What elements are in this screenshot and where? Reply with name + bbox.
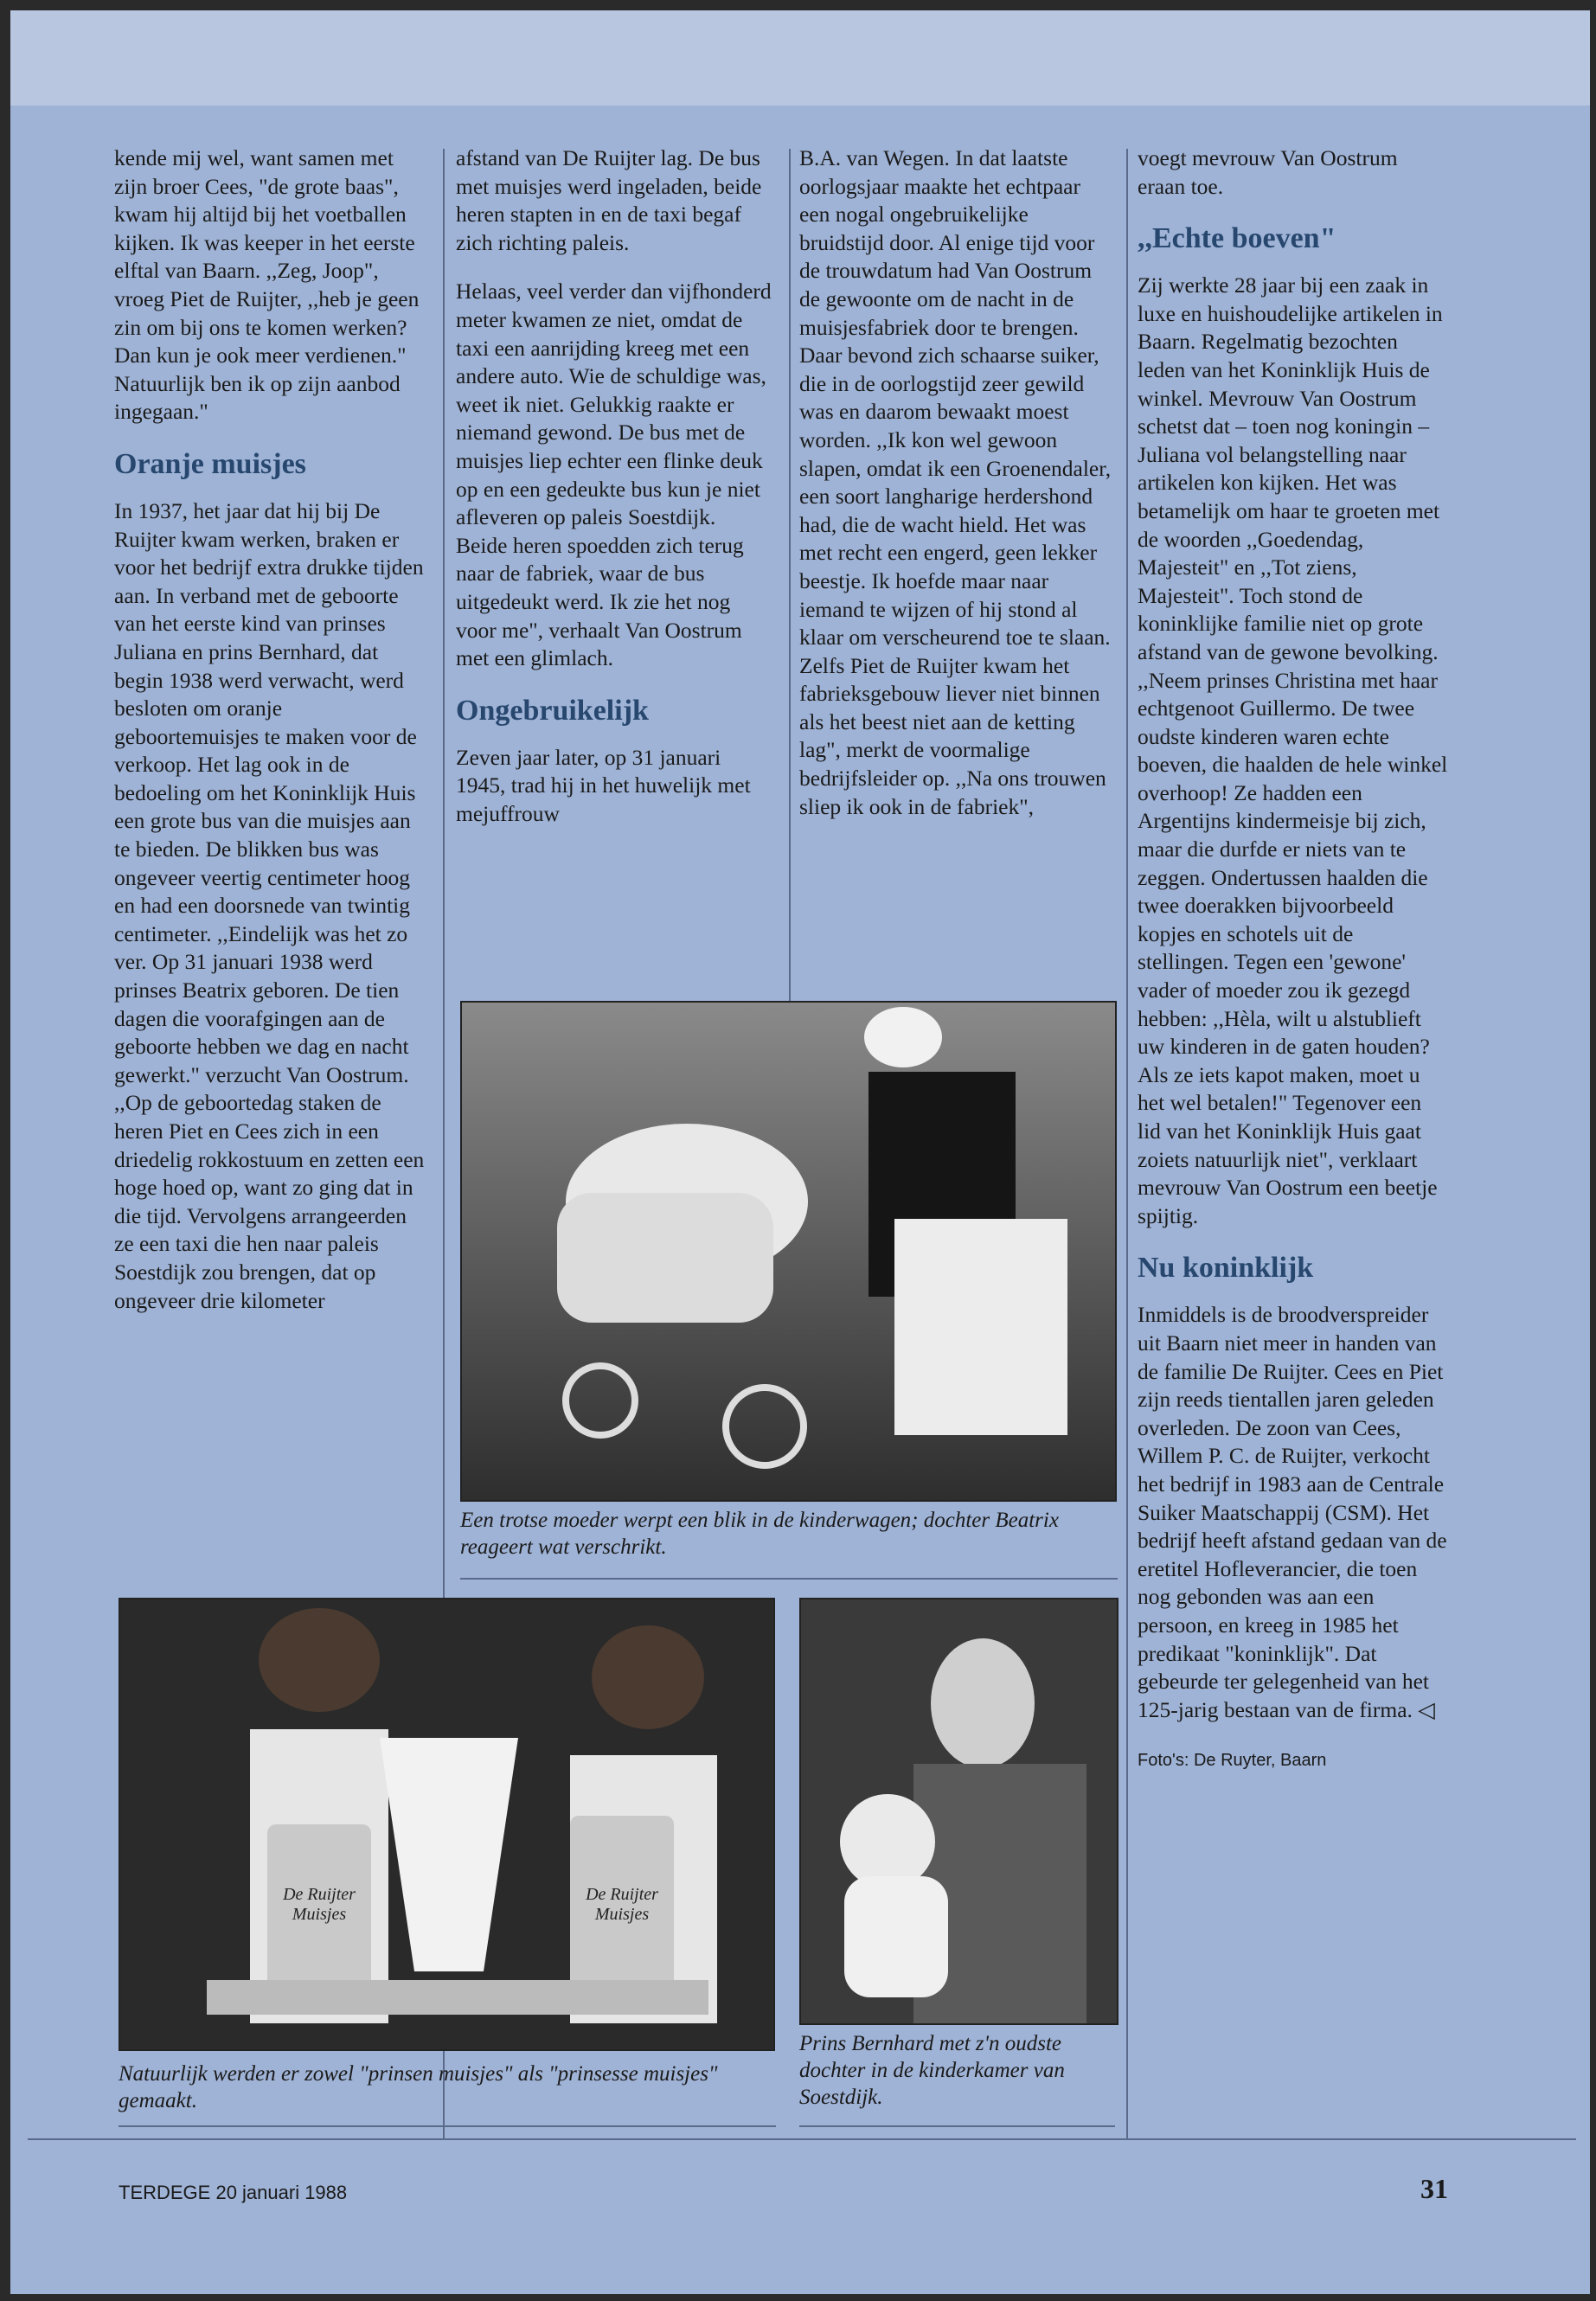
section-heading: Ongebruikelijk	[456, 694, 649, 727]
column-divider	[1126, 149, 1128, 2138]
pram-photo	[460, 1001, 1117, 1502]
paragraph: Zij werkte 28 jaar bij een zaak in luxe en huishoudelijke artikelen in Baarn. Regelmatig bezochten leden van het Koninklijk Huis de winkel. Mevrouw Van Oostrum schetst dat – toen nog koningin – Juliana vol belangstelling naar artikelen kon kijken. Het was betamelijk om haar te groeten met de woorden ,,Goedendag, Majesteit" en ,,Tot ziens, Majesteit". Toch stond de koninklijke familie niet op grote afstand van de gewone bevolking. ,,Neem prinses Christina met haar echtgenoot Guillermo. De twee oudste kinderen waren echte boeven, die haalden de hele winkel overhoop! Ze hadden een Argentijns kindermeisje bij zich, maar die durfde er niets van te zeggen. Ondertussen haalden die twee doerakken bijvoorbeeld kopjes en schotels uit de stellingen. Tegen een 'gewone' vader of moeder zou ik gezegd hebben: ,,Hèla, wilt u alstublieft uw kinderen in de gaten houden? Als ze iets kapot maken, moet u het wel betalen!" Tegenover een lid van het Koninklijk Huis gaat zoiets natuurlijk niet", verklaart mevrouw Van Oostrum een beetje spijtig.	[1138, 272, 1448, 1228]
section-heading: Nu koninklijk	[1138, 1252, 1314, 1285]
paragraph: In 1937, het jaar dat hij bij De Ruijter kwam werken, braken er voor het bedrijf extra drukke tijden aan. In verband met de geboorte van het eerste kind van prinses Juliana en prins Bernhard, dat begin 1938 werd verwacht, werd besloten om oranje geboortemuisjes te maken voor de verkoop. Het lag ook in de bedoeling om het Koninklijk Huis een grote bus van die muisjes aan te bieden. De blikken bus was ongeveer veertig centimeter hoog en had een doorsnede van twintig centimeter. ,,Eindelijk was het zo ver. Op 31 januari 1938 werd prinses Beatrix geboren. De tien dagen die voorafgingen aan de geboorte hebben we dag en nacht gewerkt." verzucht Van Oostrum. ,,Op de geboortedag staken de heren Piet en Cees zich in een driedelig rokkostuum en zetten een hoge hoed op, want zo ging dat in die tijd. Vervolgens arrangeerden ze een taxi die hen naar paleis Soestdijk zou brengen, dat op ongeveer drie kilometer	[114, 497, 425, 1313]
paragraph: afstand van De Ruijter lag. De bus met muisjes werd ingeladen, beide heren stapten in en de taxi begaf zich richting paleis.	[456, 145, 762, 255]
caption-rule	[460, 1578, 1118, 1580]
top-margin	[10, 10, 1590, 106]
pram-illustration	[462, 1003, 1115, 1500]
workers-caption: Natuurlijk werden er zowel "prinsen muisjes" als "prinsesse muisjes" gemaakt.	[119, 2062, 718, 2112]
footer-rule	[28, 2138, 1576, 2140]
column-4	[1138, 144, 1449, 1775]
caption-rule	[799, 2125, 1115, 2127]
workers-photo	[119, 1598, 775, 2051]
magazine-page	[10, 10, 1590, 2294]
bernhard-illustration	[801, 1599, 1117, 2023]
paragraph: Inmiddels is de broodverspreider uit Baarn niet meer in handen van de familie De Ruijter. Cees en Piet zijn reeds tientallen jaren geleden overleden. De zoon van Cees, Willem P. C. de Ruijter, verkocht het bedrijf in 1983 aan de Centrale Suiker Maatschappij (CSM). Het bedrijf heeft afstand gedaan van de eretitel Hofleverancier, die toen nog gebonden was aan een persoon, en kreeg in 1985 het predikaat "koninklijk". Dat gebeurde ter gelegenheid van het 125-jarig bestaan van de firma. ◁	[1138, 1302, 1447, 1722]
section-heading: ,,Echte boeven"	[1138, 222, 1336, 255]
caption-rule	[119, 2125, 776, 2127]
workers-illustration	[120, 1599, 773, 2049]
can-label: De Ruijter Muisjes	[283, 1885, 356, 1924]
paragraph: B.A. van Wegen. In dat laatste oorlogsjaar maakte het echtpaar een nogal ongebruikelijke bruidstijd door. Al enige tijd voor de trouwdatum had Van Oostrum de gewoonte om de nacht in de muisjesfabriek door te brengen. Daar bevond zich schaarse suiker, die in de oorlogstijd zeer gewild was en daarom bewaakt moest worden. ,,Ik kon wel gewoon slapen, omdat ik een Groenendaler, een soort langharige herdershond had, die de wacht hield. Het was met recht een engerd, geen lekker beestje. Ik hoefde maar naar iemand te wijzen of hij stond al klaar om verscheurend toe te slaan. Zelfs Piet de Ruijter kwam het fabrieksgebouw liever niet binnen als het beest niet aan de ketting lag", merkt de voormalige bedrijfsleider op. ,,Na ons trouwen sliep ik ook in de fabriek",	[799, 145, 1112, 819]
column-2	[456, 144, 772, 828]
paragraph: Helaas, veel verder dan vijfhonderd meter kwamen ze niet, omdat de taxi een aanrijding kreeg met een andere auto. Wie de schuldige was, weet ik niet. Gelukkig raakte er niemand gewond. De bus met de muisjes liep echter een flinke deuk op en een gedeukte bus kun je niet afleveren op paleis Soestdijk. Beide heren spoedden zich terug naar de fabriek, waar de bus uitgedeukt werd. Ik zie het nog voor me", verhaalt Van Oostrum met een glimlach.	[456, 279, 772, 671]
pram-caption: Een trotse moeder werpt een blik in de kinderwagen; dochter Beatrix reageert wat verschrikt.	[460, 1509, 1059, 1559]
page-number: 31	[1420, 2173, 1448, 2204]
paragraph: voegt mevrouw Van Oostrum eraan toe.	[1138, 145, 1398, 199]
photo-credit: Foto's: De Ruyter, Baarn	[1138, 1751, 1327, 1771]
column-divider	[789, 149, 791, 1005]
bernhard-caption: Prins Bernhard met z'n oudste dochter in de kinderkamer van Soestdijk.	[799, 2032, 1065, 2109]
section-heading: Oranje muisjes	[114, 447, 306, 480]
column-1	[114, 144, 426, 1315]
issue-info: TERDEGE 20 januari 1988	[119, 2182, 348, 2203]
can-label: De Ruijter Muisjes	[586, 1885, 658, 1924]
paragraph: Zeven jaar later, op 31 januari 1945, trad hij in het huwelijk met mejuffrouw	[456, 744, 751, 826]
column-3	[799, 144, 1112, 821]
bernhard-photo	[799, 1598, 1118, 2025]
paragraph: kende mij wel, want samen met zijn broer Cees, "de grote baas", kwam hij altijd bij het voetballen kijken. Ik was keeper in het eerste elftal van Baarn. ,,Zeg, Joop", vroeg Piet de Ruijter, ,,heb je geen zin om bij ons te komen werken? Dan kun je ook meer verdienen." Natuurlijk ben ik op zijn aanbod ingegaan."	[114, 145, 420, 425]
